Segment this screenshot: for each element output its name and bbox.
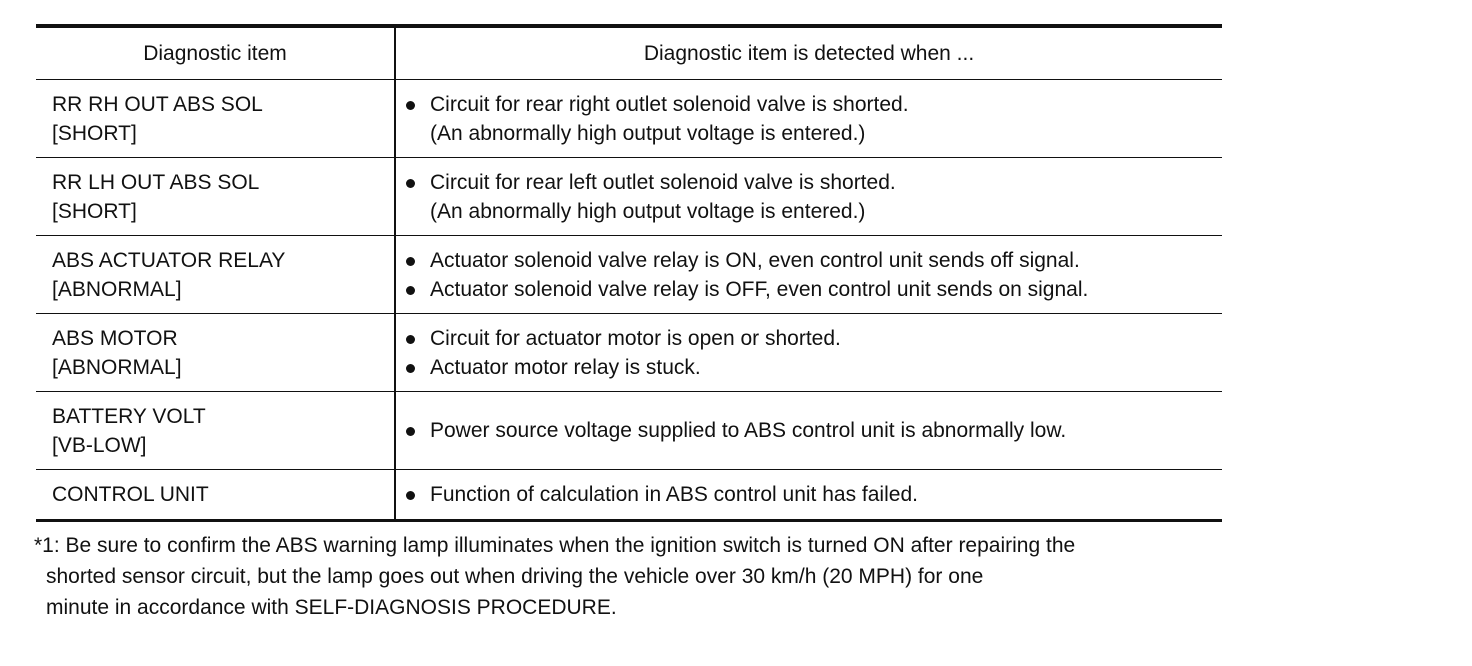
condition-item [404,246,1222,275]
item-name: ABS MOTOR [52,326,178,350]
condition-list [404,90,1222,119]
item-name: RR LH OUT ABS SOL [52,170,260,194]
item-status: [ABNORMAL] [52,277,182,301]
detection-condition-cell [395,80,1222,158]
table-row [36,470,1222,521]
bullet-icon [406,335,415,344]
condition-text: Actuator motor relay is stuck. [430,355,701,379]
condition-text: Actuator solenoid valve relay is OFF, even control unit sends on signal. [430,277,1089,301]
condition-item [404,275,1222,304]
condition-text: Circuit for actuator motor is open or shorted. [430,326,841,350]
item-name: CONTROL UNIT [52,483,209,506]
table-row [36,314,1222,392]
condition-text: Circuit for rear right outlet solenoid valve is shorted. [430,92,909,116]
table-row [36,158,1222,236]
bullet-icon [406,101,415,110]
header-diagnostic-item: Diagnostic item [36,26,395,80]
detection-condition-cell [395,236,1222,314]
condition-list [404,480,1222,509]
detection-condition-cell [395,470,1222,521]
table-header-row [36,26,1222,80]
condition-item [404,324,1222,353]
condition-continuation: (An abnormally high output voltage is entered.) [430,121,866,145]
bullet-icon [406,286,415,295]
item-status: [ABNORMAL] [52,355,182,379]
item-name: ABS ACTUATOR RELAY [52,248,286,272]
item-status: [SHORT] [52,121,137,145]
item-status: [SHORT] [52,199,137,223]
header-detected-when: Diagnostic item is detected when ... [395,26,1222,80]
diagnostic-item-cell [36,392,395,470]
table-row [36,236,1222,314]
condition-list [404,416,1222,445]
diagnostic-item-cell [36,314,395,392]
item-name: RR RH OUT ABS SOL [52,92,263,116]
diagnostic-item-cell [36,470,395,521]
condition-list [404,324,1222,382]
condition-text: Power source voltage supplied to ABS control unit is abnormally low. [430,419,1067,442]
diagnostic-item-cell [36,80,395,158]
condition-item [404,90,1222,119]
footnote-line: minute in accordance with SELF-DIAGNOSIS PROCEDURE. [46,596,617,619]
condition-item [404,168,1222,197]
diagnostic-item-cell [36,236,395,314]
condition-text: Circuit for rear left outlet solenoid valve is shorted. [430,170,896,194]
bullet-icon [406,364,415,373]
condition-list [404,168,1222,197]
condition-item [404,353,1222,382]
detection-condition-cell [395,314,1222,392]
condition-list [404,246,1222,304]
condition-text: Function of calculation in ABS control unit has failed. [430,483,918,506]
bullet-icon [406,257,415,266]
diagnostic-item-cell [36,158,395,236]
footnote-line: *1: Be sure to confirm the ABS warning lamp illuminates when the ignition switch is turned ON after repairing the [34,534,1076,557]
table-row [36,392,1222,470]
footnote [34,530,1224,623]
diagnostic-table [36,24,1222,522]
item-status: [VB-LOW] [52,433,147,457]
condition-continuation: (An abnormally high output voltage is entered.) [430,199,866,223]
document [36,24,1222,522]
condition-item [404,480,1222,509]
condition-text: Actuator solenoid valve relay is ON, even control unit sends off signal. [430,248,1080,272]
bullet-icon [406,491,415,500]
bullet-icon [406,179,415,188]
footnote-line: shorted sensor circuit, but the lamp goes out when driving the vehicle over 30 km/h (20 MPH) for one [46,565,984,588]
item-name: BATTERY VOLT [52,404,206,428]
condition-item [404,416,1222,445]
detection-condition-cell [395,158,1222,236]
detection-condition-cell [395,392,1222,470]
bullet-icon [406,427,415,436]
table-row [36,80,1222,158]
